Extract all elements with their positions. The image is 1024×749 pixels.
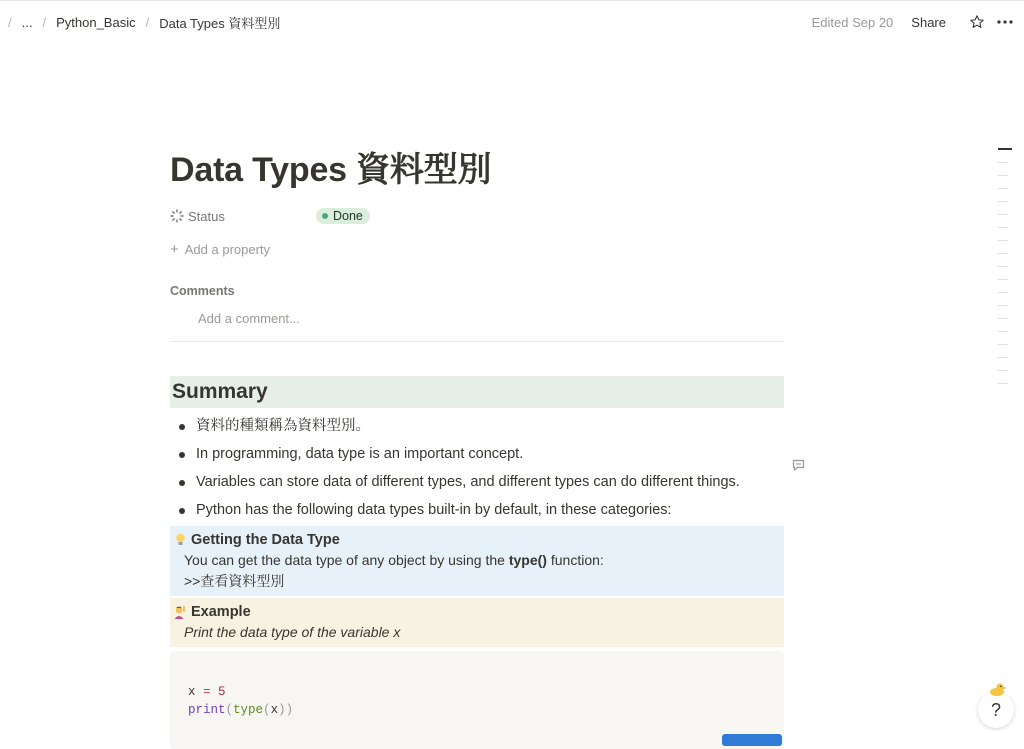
help-button[interactable] [978, 692, 1014, 728]
summary-heading[interactable]: Summary [170, 376, 784, 408]
toc-marker[interactable] [998, 279, 1008, 280]
lightbulb-icon [172, 533, 188, 547]
callout-text-prefix: You can get the data type of any object by using the [184, 552, 509, 568]
code-token: 5 [218, 685, 226, 699]
favorite-star-icon[interactable] [966, 11, 988, 33]
toc-marker[interactable] [998, 162, 1008, 163]
comment-bubble-icon[interactable] [792, 458, 805, 476]
toc-marker[interactable] [998, 201, 1008, 202]
code-token: print [188, 703, 226, 717]
callout-text-suffix: function: [546, 552, 604, 568]
comments-label: Comments [170, 284, 235, 298]
callout-title: Getting the Data Type [191, 532, 340, 548]
edited-timestamp: Edited Sep 20 [811, 14, 894, 30]
duck-icon [988, 682, 1006, 696]
page-content [170, 130, 784, 749]
code-token: ( [225, 703, 234, 717]
callout-toggle-link[interactable]: >>查看資料型別 [184, 573, 285, 589]
toc-marker[interactable] [998, 253, 1008, 254]
toc-marker[interactable] [998, 331, 1008, 332]
status-loader-icon [170, 209, 184, 223]
code-token: type [233, 703, 264, 717]
code-token: x [188, 685, 196, 699]
comment-input[interactable]: Add a comment... [198, 311, 300, 326]
breadcrumb-item-python-basic[interactable]: Python_Basic [56, 15, 136, 30]
more-options-icon[interactable] [994, 11, 1016, 33]
property-name[interactable] [170, 209, 316, 224]
toc-marker[interactable] [998, 266, 1008, 267]
toc-marker[interactable] [998, 214, 1008, 215]
toc-marker[interactable] [998, 227, 1008, 228]
list-item[interactable]: In programming, data type is an important concept. [170, 440, 784, 468]
add-property-button[interactable] [170, 236, 784, 262]
top-bar [0, 0, 1024, 41]
share-button[interactable]: Share [911, 14, 946, 30]
callout-title: Example [191, 604, 251, 620]
toc-marker[interactable] [998, 357, 1008, 358]
breadcrumb-separator: / [42, 15, 47, 30]
toc-marker[interactable] [998, 318, 1008, 319]
toc-marker[interactable] [998, 344, 1008, 345]
property-row-status [170, 201, 784, 231]
callout-text: Print the data type of the variable x [184, 624, 401, 640]
breadcrumb-item-ellipsis[interactable]: ... [21, 15, 33, 30]
code-token: x [270, 703, 279, 717]
code-token: = [195, 685, 219, 699]
toc-marker[interactable] [998, 292, 1008, 293]
callout-text [172, 550, 774, 571]
breadcrumb-item-current-page[interactable]: Data Types 資料型別 [159, 16, 281, 31]
list-item[interactable]: Python has the following data types built-in by default, in these categories: [170, 496, 784, 524]
status-value: Done [333, 209, 363, 223]
add-property-label: Add a property [184, 241, 271, 257]
list-item[interactable]: 資料的種類稱為資料型別。 [170, 412, 784, 440]
callout-example[interactable] [170, 598, 784, 647]
toc-marker[interactable] [998, 305, 1008, 306]
page-title[interactable]: Data Types 資料型別 [170, 151, 492, 189]
breadcrumb-separator: / [8, 15, 12, 30]
toc-marker[interactable] [998, 383, 1008, 384]
code-block[interactable] [170, 651, 784, 749]
toc-marker[interactable] [998, 175, 1008, 176]
plus-icon: + [170, 240, 179, 258]
help-icon: ? [990, 699, 1001, 720]
code-token: )) [278, 703, 294, 717]
bullet-list [170, 412, 784, 524]
person-raising-hand-icon [172, 605, 188, 619]
property-label-status: Status [188, 208, 225, 224]
callout-getting-data-type[interactable] [170, 526, 784, 596]
toc-marker[interactable] [998, 188, 1008, 189]
table-of-contents-rail[interactable] [998, 148, 1012, 396]
code-token: ( [263, 703, 271, 717]
code-line [188, 683, 784, 701]
breadcrumb-separator: / [145, 15, 150, 30]
code-line [188, 701, 784, 719]
toc-marker-active[interactable] [998, 148, 1012, 150]
inline-code-type: type() [508, 552, 547, 568]
status-dot [322, 213, 328, 219]
toc-marker[interactable] [998, 370, 1008, 371]
status-badge[interactable] [316, 208, 370, 224]
breadcrumb [0, 13, 282, 32]
list-item[interactable]: Variables can store data of different types, and different types can do different things. [170, 468, 784, 496]
toc-marker[interactable] [998, 240, 1008, 241]
divider [170, 341, 784, 342]
partial-button[interactable] [722, 734, 782, 746]
